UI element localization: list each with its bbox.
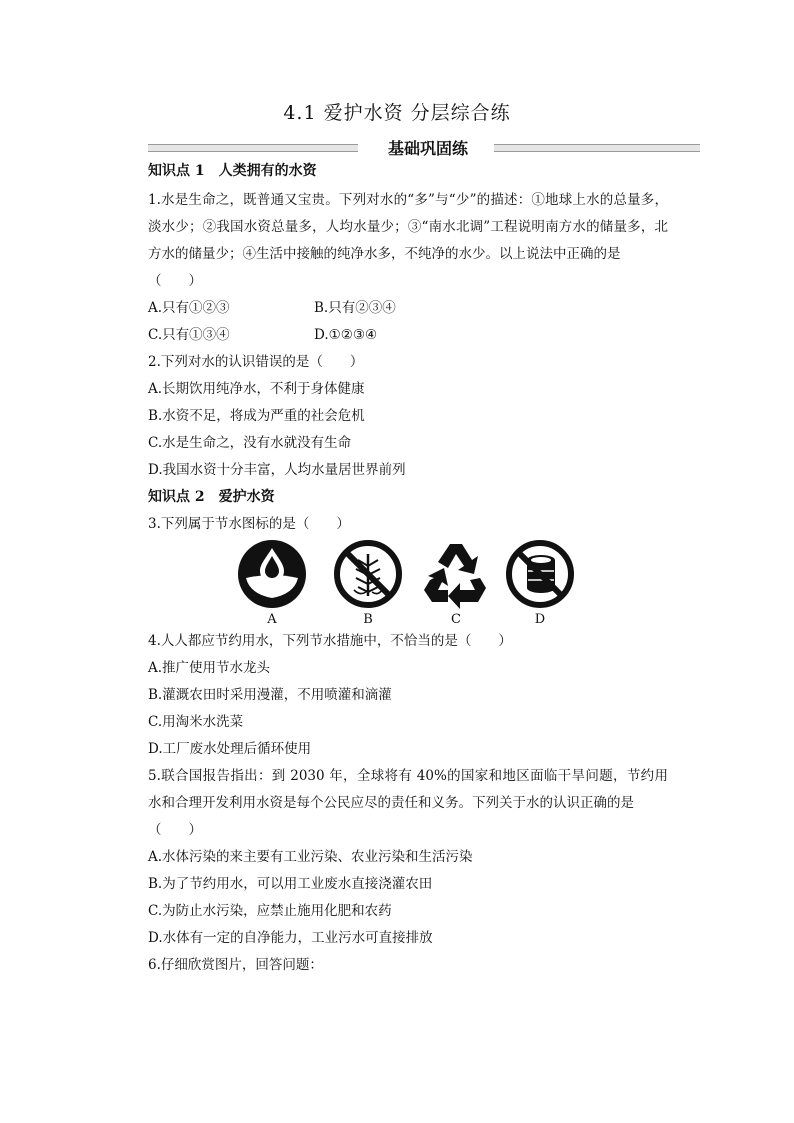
question-1-blank: （ ） xyxy=(148,273,202,289)
question-2-option-b[interactable]: B.水资不足，将成为严重的社会危机 xyxy=(148,408,365,424)
knowledge-point-2: 知识点 2 爱护水资 xyxy=(148,489,275,505)
question-3-label-c: C xyxy=(451,612,461,627)
question-2-option-d[interactable]: D.我国水资十分丰富，人均水量居世界前列 xyxy=(148,462,406,478)
question-1-option-a[interactable]: A.只有①②③ xyxy=(148,300,230,316)
question-1-options-row-2 xyxy=(148,322,668,349)
question-4-option-d[interactable]: D.工厂废水处理后循环使用 xyxy=(148,741,312,757)
question-3-label-a: A xyxy=(267,612,277,627)
question-3-option-b[interactable] xyxy=(330,538,406,628)
question-3-label-d: D xyxy=(534,612,546,627)
question-5-blank: （ ） xyxy=(148,822,202,838)
knowledge-point-1: 知识点 1 人类拥有的水资 xyxy=(148,163,317,179)
question-5-option-d[interactable]: D.水体有一定的自净能力，工业污水可直接排放 xyxy=(148,930,433,946)
question-3-option-a[interactable] xyxy=(234,538,310,628)
question-3-icon-row xyxy=(148,538,668,628)
question-5-option-b[interactable]: B.为了节约用水，可以用工业废水直接浇灌农田 xyxy=(148,876,433,892)
question-5-option-c[interactable]: C.为防止水污染，应禁止施用化肥和农药 xyxy=(148,903,392,919)
section-header xyxy=(148,136,700,158)
water-saving-icon xyxy=(236,538,308,610)
question-2-text: 2.下列对水的认识错误的是（ ） xyxy=(148,354,364,370)
section-rule-left xyxy=(148,144,358,152)
question-content xyxy=(148,158,668,979)
question-1-option-d[interactable]: D.①②③④ xyxy=(314,327,378,343)
toxic-barrel-icon xyxy=(504,538,576,610)
question-6-text: 6.仔细欣赏图片，回答问题： xyxy=(148,957,323,973)
question-1-text: 1.水是生命之，既普通又宝贵。下列对水的“多”与“少”的描述：①地球上水的总量多，淡水少；②我国水资总量多，人均水量少；③“南水北调”工程说明南方水的储量多，北方水的储量少；④生活中接触的纯净水多，不纯净的水少。以上说法中正确的是 xyxy=(148,192,668,262)
question-2-option-a[interactable]: A.长期饮用纯净水，不利于身体健康 xyxy=(148,381,365,397)
question-5-option-a[interactable]: A.水体污染的来主要有工业污染、农业污染和生活污染 xyxy=(148,849,473,865)
question-5-text: 5.联合国报告指出：到 2030 年，全球将有 40%的国家和地区面临干旱问题，节约用水和合理开发利用水资是每个公民应尽的责任和义务。下列关于水的认识正确的是 xyxy=(148,768,668,811)
question-3-option-c[interactable] xyxy=(418,538,494,628)
question-1-option-c[interactable]: C.只有①③④ xyxy=(148,327,230,343)
question-3-label-b: B xyxy=(363,612,373,627)
recycle-icon xyxy=(420,538,492,610)
question-3-option-d[interactable] xyxy=(502,538,578,628)
question-1-option-b[interactable]: B.只有②③④ xyxy=(314,300,396,316)
section-rule-right xyxy=(494,144,700,152)
question-4-option-a[interactable]: A.推广使用节水龙头 xyxy=(148,660,271,676)
question-3-text: 3.下列属于节水图标的是（ ） xyxy=(148,516,350,532)
section-title: 基础巩固练 xyxy=(387,139,468,158)
page-title: 4.1 爱护水资 分层综合练 xyxy=(283,102,511,124)
question-4-option-b[interactable]: B.灌溉农田时采用漫灌，不用喷灌和滴灌 xyxy=(148,687,392,703)
question-4-option-c[interactable]: C.用淘米水洗菜 xyxy=(148,714,244,730)
no-fish-icon xyxy=(332,538,404,610)
question-1-options-row-1 xyxy=(148,295,668,322)
question-4-text: 4.人人都应节约用水，下列节水措施中，不恰当的是（ ） xyxy=(148,633,512,649)
question-2-option-c[interactable]: C.水是生命之，没有水就没有生命 xyxy=(148,435,352,451)
